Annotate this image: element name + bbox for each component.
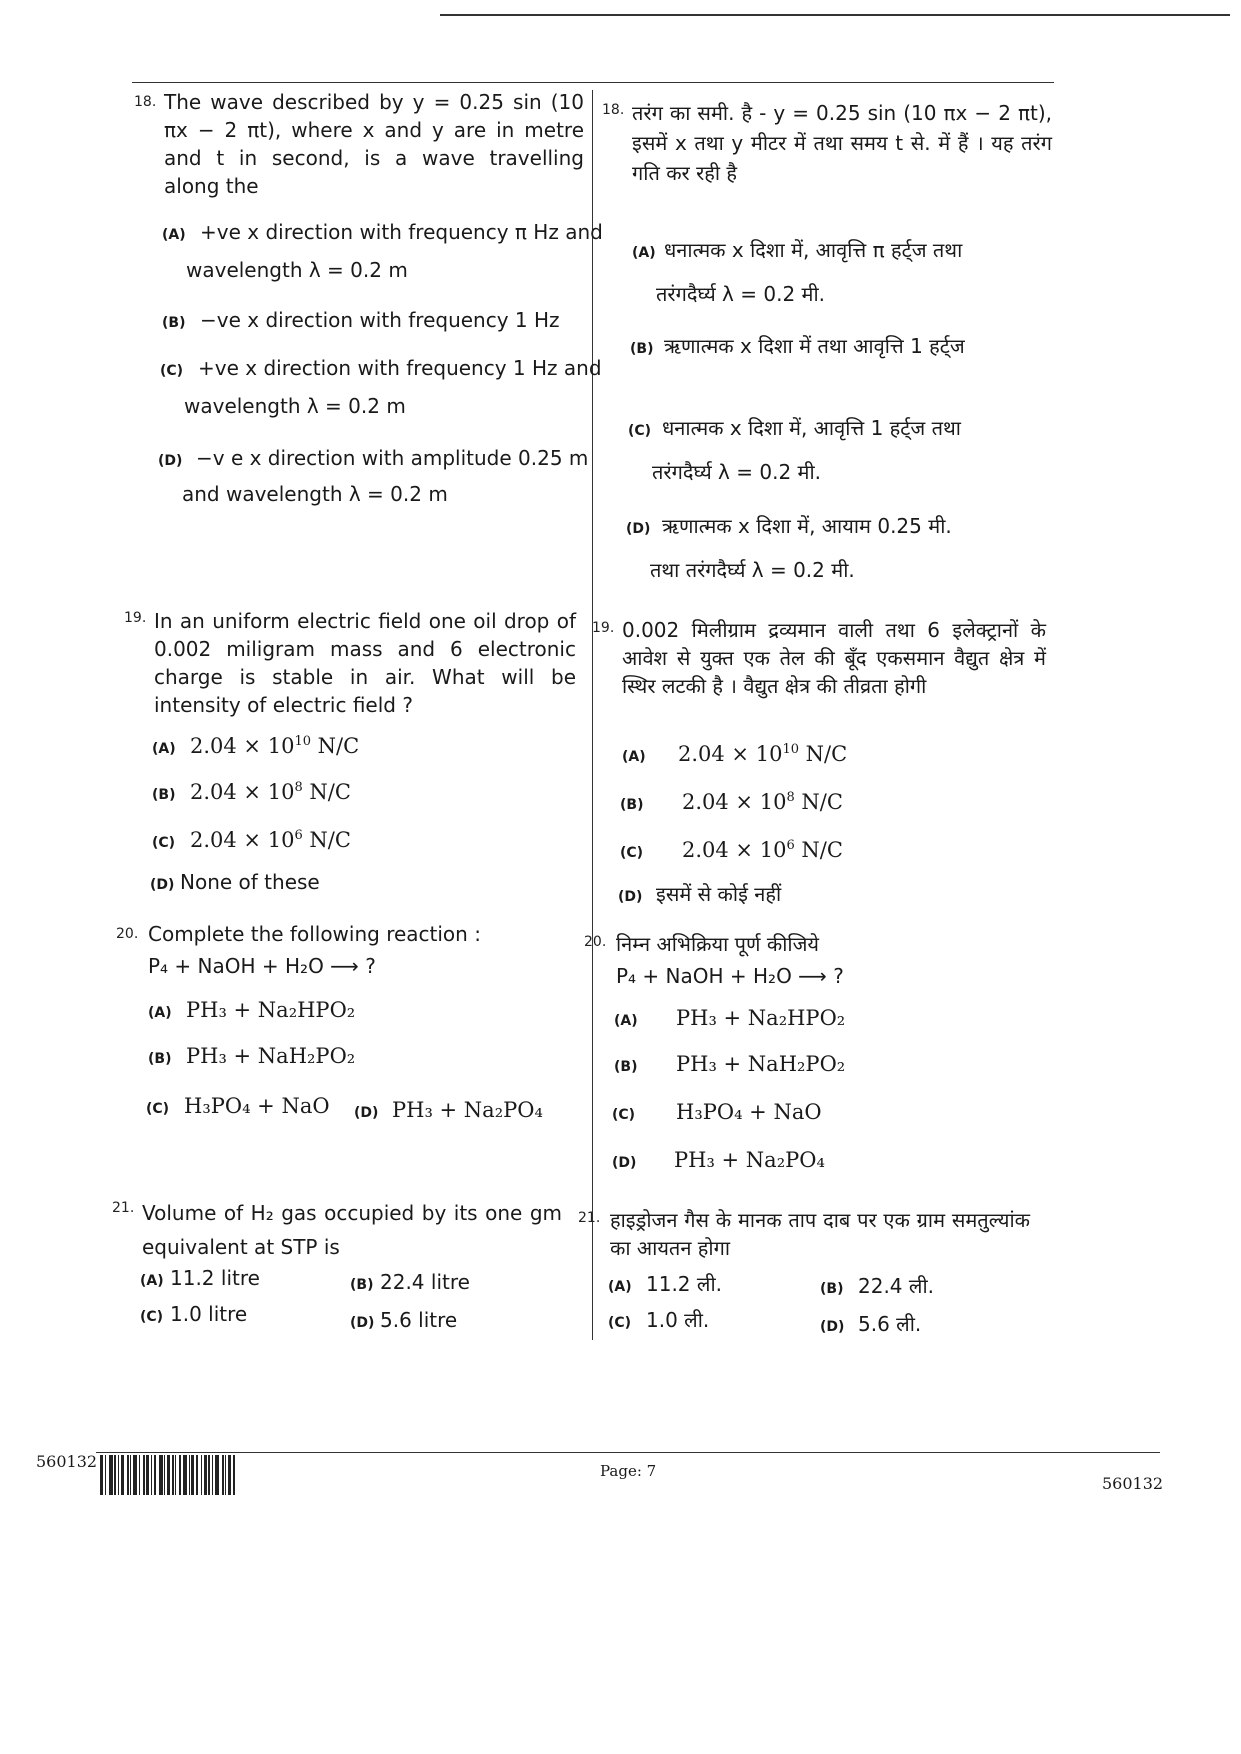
question-text: तरंग का समी. है - y = 0.25 sin (10 πx − 2 πt), इसमें x तथा y मीटर में तथा समय t से. में हैं । यह तरंग गति कर रही है — [632, 101, 1052, 185]
option-b: (B) $2.04 \times 10^8$ N/C — [620, 790, 843, 814]
question-text: Volume of H₂ gas occupied by its one gm equivalent at STP is — [142, 1201, 562, 1259]
option-c: (C) 1.0 ली. — [608, 1308, 710, 1332]
option-d: (D) None of these — [150, 870, 320, 894]
page-number: Page: 7 — [600, 1462, 657, 1480]
header-rule — [132, 82, 1054, 83]
option-a: (A) धनात्मक x दिशा में, आवृत्ति π हर्ट्ज तथा — [632, 238, 963, 262]
option-d: (D) PH₃ + Na₂PO₄ — [612, 1148, 825, 1172]
option-d-cont: and wavelength λ = 0.2 m — [182, 482, 448, 506]
option-c: (C) $2.04 \times 10^6$ N/C — [152, 828, 351, 852]
reaction: P₄ + NaOH + H₂O ⟶ ? — [148, 954, 376, 978]
option-d: (D) PH₃ + Na₂PO₄ — [354, 1098, 543, 1122]
option-a: (A) $2.04 \times 10^{10}$ N/C — [152, 734, 360, 758]
option-c-cont: तरंगदैर्घ्य λ = 0.2 मी. — [652, 460, 822, 484]
paper-code-left: 560132 — [36, 1452, 98, 1471]
question-number: 18. — [602, 102, 625, 118]
question-text: 0.002 मिलीग्राम द्रव्यमान वाली तथा 6 इलेक्ट्रानों के आवेश से युक्त एक तेल की बूँद एकसमान वैद्युत क्षेत्र में स्थिर लटकी है । वैद्युत क्षेत्र की तीव्रता होगी — [622, 618, 1046, 698]
option-c: (C) H₃PO₄ + NaO — [146, 1094, 330, 1118]
option-d: (D) इसमें से कोई नहीं — [618, 882, 782, 906]
option-c: (C) $2.04 \times 10^6$ N/C — [620, 838, 843, 862]
option-a-cont: तरंगदैर्घ्य λ = 0.2 मी. — [656, 282, 826, 306]
barcode — [100, 1455, 295, 1495]
option-d: (D) −v e x direction with amplitude 0.25 m — [158, 446, 589, 470]
option-a: (A) +ve x direction with frequency π Hz and — [162, 220, 603, 244]
column-divider — [592, 90, 593, 1340]
option-c: (C) +ve x direction with frequency 1 Hz and — [160, 356, 602, 380]
paper-code-right: 560132 — [1102, 1474, 1164, 1493]
option-c: (C) H₃PO₄ + NaO — [612, 1100, 822, 1124]
option-c: (C) 1.0 litre — [140, 1302, 248, 1326]
question-number: 19. — [124, 610, 147, 626]
top-scan-rule — [440, 14, 1230, 16]
option-b: (B) $2.04 \times 10^8$ N/C — [152, 780, 351, 804]
option-d: (D) 5.6 ली. — [820, 1312, 922, 1336]
footer-rule — [96, 1452, 1160, 1453]
option-c-cont: wavelength λ = 0.2 m — [184, 394, 406, 418]
option-d-cont: तथा तरंगदैर्घ्य λ = 0.2 मी. — [650, 558, 855, 582]
question-number: 20. — [584, 934, 607, 950]
option-c: (C) धनात्मक x दिशा में, आवृत्ति 1 हर्ट्ज तथा — [628, 416, 961, 440]
option-d: (D) ऋणात्मक x दिशा में, आयाम 0.25 मी. — [626, 514, 952, 538]
option-b: (B) PH₃ + NaH₂PO₂ — [148, 1044, 356, 1068]
reaction: P₄ + NaOH + H₂O ⟶ ? — [616, 964, 844, 988]
question-text: निम्न अभिक्रिया पूर्ण कीजिये — [616, 932, 820, 956]
question-number: 21. — [112, 1200, 135, 1216]
question-text: In an uniform electric field one oil drop of 0.002 miligram mass and 6 electronic charge is stable in air. What will be intensity of electric field ? — [154, 609, 576, 717]
option-a: (A) PH₃ + Na₂HPO₂ — [148, 998, 356, 1022]
question-number: 19. — [592, 620, 615, 636]
option-a: (A) $2.04 \times 10^{10}$ N/C — [622, 742, 848, 766]
question-text: हाइड्रोजन गैस के मानक ताप दाब पर एक ग्राम समतुल्यांक का आयतन होगा — [610, 1208, 1030, 1260]
question-number: 20. — [116, 926, 139, 942]
question-text: The wave described by y = 0.25 sin (10 πx − 2 πt), where x and y are in metre and t in second, is a wave travelling along the — [164, 90, 584, 198]
option-a: (A) 11.2 litre — [140, 1266, 260, 1290]
option-b: (B) 22.4 ली. — [820, 1274, 934, 1298]
option-b: (B) 22.4 litre — [350, 1270, 470, 1294]
option-a-cont: wavelength λ = 0.2 m — [186, 258, 408, 282]
option-d: (D) 5.6 litre — [350, 1308, 458, 1332]
option-b: (B) PH₃ + NaH₂PO₂ — [614, 1052, 846, 1076]
option-b: (B) ऋणात्मक x दिशा में तथा आवृत्ति 1 हर्ट्ज — [630, 334, 965, 358]
option-a: (A) PH₃ + Na₂HPO₂ — [614, 1006, 846, 1030]
option-b: (B) −ve x direction with frequency 1 Hz — [162, 308, 560, 332]
question-number: 21. — [578, 1210, 601, 1226]
option-a: (A) 11.2 ली. — [608, 1272, 722, 1296]
question-number: 18. — [134, 94, 157, 110]
question-text: Complete the following reaction : — [148, 922, 481, 946]
